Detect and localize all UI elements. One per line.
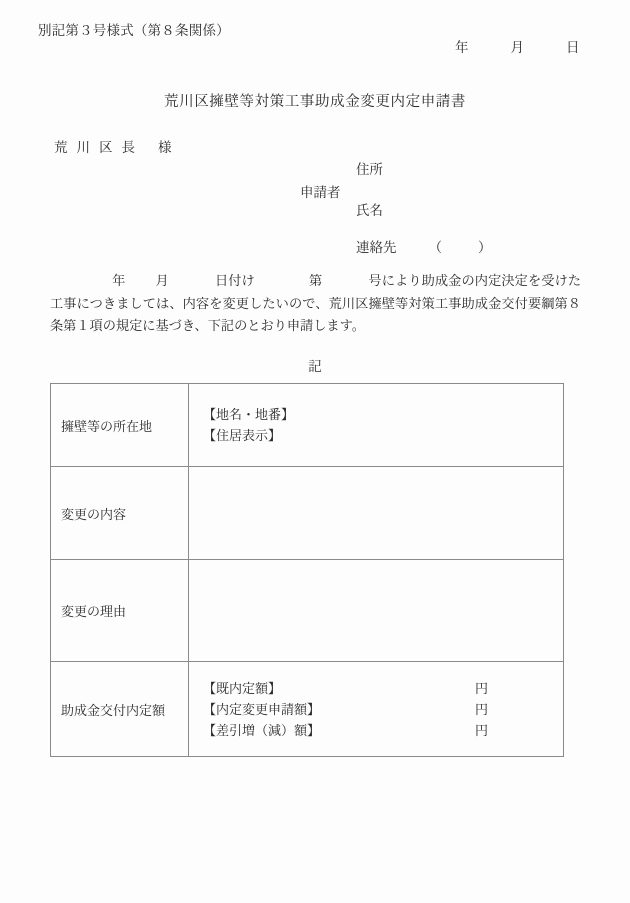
amount-label-difference: 【差引増（減）額】: [203, 722, 321, 738]
row-value-subsidy-amount[interactable]: [189, 662, 564, 757]
body-tail-text: 号により助成金の内定決定を受けた工事につきましては、内容を変更したいので、荒川区擁壁等対策工事助成金交付要綱第８条第１項の規定に基づき、下記のとおり申請します。: [50, 273, 582, 333]
ki-marker: 記: [308, 359, 322, 374]
amount-row-difference[interactable]: [203, 720, 553, 741]
header-year-label: 年: [455, 40, 469, 55]
addressee: [54, 136, 172, 156]
body-day-label: 日付け: [214, 273, 255, 288]
applicant-address-label: 住所: [356, 162, 383, 177]
location-chimei-line: 【地名・地番】: [203, 407, 295, 422]
applicant-block: [300, 158, 600, 263]
amount-row-requested[interactable]: [203, 699, 553, 720]
body-paragraph: [50, 270, 581, 338]
page-title: 荒川区擁壁等対策工事助成金変更内定申請書: [164, 94, 466, 110]
applicant-contact-label: 連絡先: [356, 240, 397, 255]
table-row: [51, 384, 564, 467]
table-row: [51, 467, 564, 560]
row-value-change-content[interactable]: [189, 467, 564, 560]
applicant-name-label: 氏名: [356, 203, 383, 218]
applicant-contact-parens: [429, 236, 492, 256]
row-label-location: 擁壁等の所在地: [51, 384, 189, 467]
amount-row-existing[interactable]: [203, 678, 553, 699]
application-table: [50, 383, 564, 757]
applicant-group-label: 申請者: [300, 185, 341, 200]
row-label-change-reason: 変更の理由: [51, 560, 189, 662]
amount-unit-requested: 円: [475, 701, 489, 717]
applicant-name-field[interactable]: [356, 199, 383, 219]
addressee-name: 荒川区長: [54, 140, 144, 155]
row-label-subsidy-amount: 助成金交付内定額: [51, 662, 189, 757]
location-jukyo-line: 【住居表示】: [203, 428, 282, 443]
paren-close: ）: [478, 240, 492, 255]
table-row: [51, 560, 564, 662]
addressee-honorific: 様: [158, 140, 172, 155]
form-code: 別記第３号様式（第８条関係）: [38, 23, 230, 38]
amount-label-existing: 【既内定額】: [203, 680, 282, 696]
amount-list: [203, 678, 553, 741]
amount-label-requested: 【内定変更申請額】: [203, 701, 321, 717]
paren-open: （: [428, 240, 442, 255]
amount-unit-existing: 円: [475, 680, 489, 696]
row-value-change-reason[interactable]: [189, 560, 564, 662]
applicant-address-field[interactable]: [356, 158, 383, 178]
body-number-prefix: 第: [308, 273, 323, 288]
header-day-label: 日: [566, 40, 580, 55]
applicant-contact-field[interactable]: [356, 236, 492, 256]
body-month-label: 月: [155, 273, 169, 288]
table-row: [51, 662, 564, 757]
body-year-label: 年: [112, 273, 126, 288]
header-month-label: 月: [510, 40, 524, 55]
row-value-location[interactable]: [189, 384, 564, 467]
header-date-line: [455, 36, 580, 56]
amount-unit-difference: 円: [475, 722, 489, 738]
row-label-change-content: 変更の内容: [51, 467, 189, 560]
